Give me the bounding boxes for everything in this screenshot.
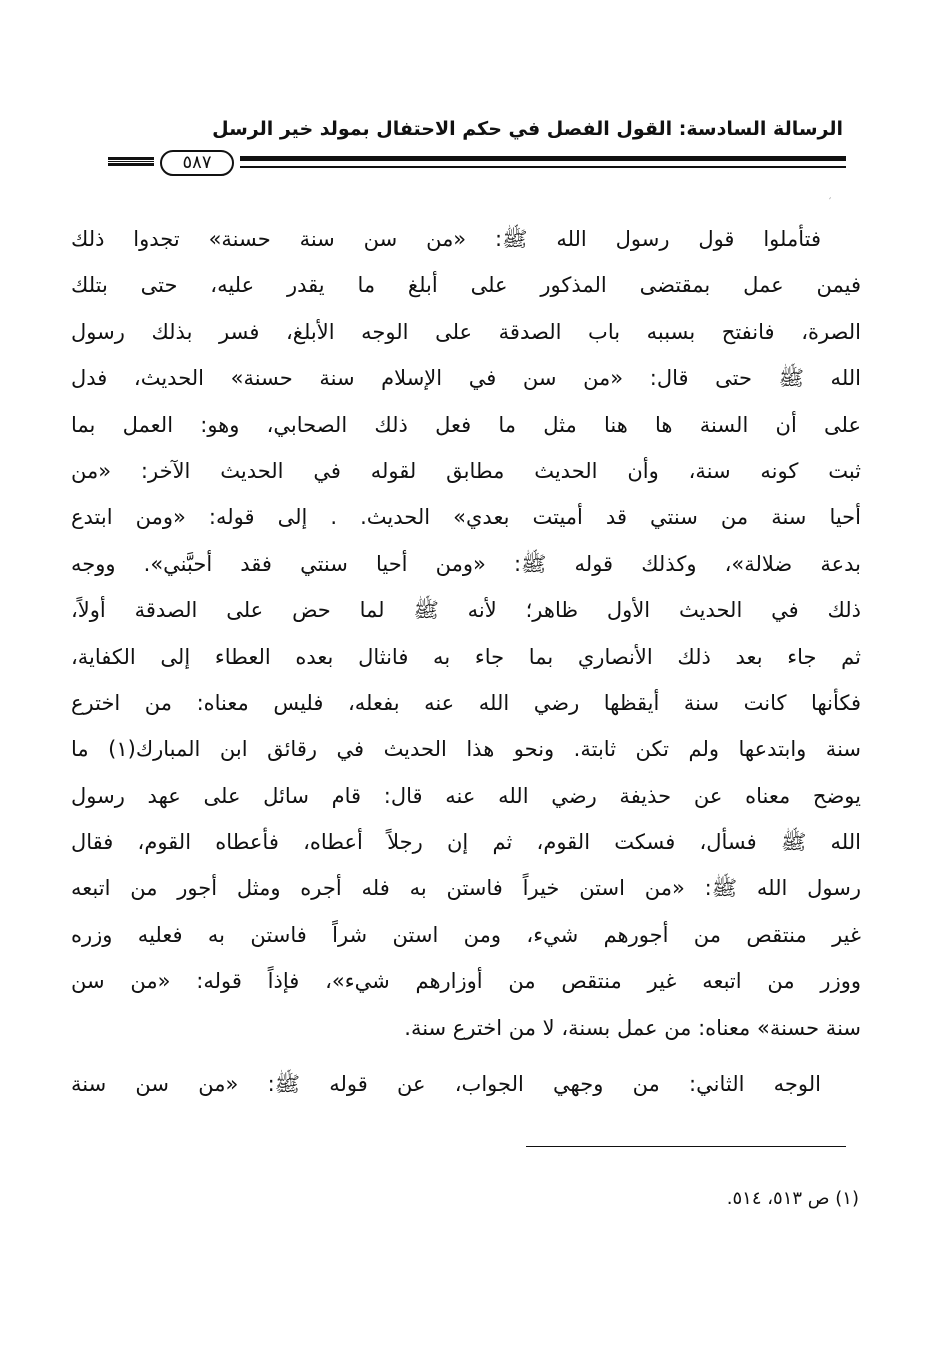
text-line: الصرة، فانفتح بسببه باب الصدقة على الوجه الأبلغ، فسر بذلك رسول: [71, 319, 861, 344]
text-line: بدعة ضلالة»، وكذلك قوله ﷺ: «ومن أحيا سنتي فقد أحبَّني». ووجه: [71, 551, 861, 576]
text-line: رسول الله ﷺ: «من استن خيراً فاستن به فله أجره ومثل أجور من اتبعه: [71, 876, 861, 901]
text-line: فتأملوا قول رسول الله ﷺ: «من سن سنة حسنة» تجدوا ذلك: [71, 227, 821, 251]
text-line: سنة وابتدعها ولم تكن ثابتة. ونحو هذا الحديث في رقائق ابن المبارك(١) ما: [71, 737, 861, 762]
text-line: الله ﷺ فسأل، فسكت القوم، ثم إن رجلاً أعطاه، فأعطاه القوم، فقال: [71, 830, 861, 855]
text-line: ثم جاء بعد ذلك الأنصاري بما جاء به فانثال بعده العطاء إلى الكفاية،: [71, 644, 861, 669]
text-line: فيمن عمل بمقتضى المذكور على أبلغ ما يقدر عليه، حتى بتلك: [71, 273, 861, 298]
text-line: ووزر من اتبعه غير منتقص من أوزارهم شيء»، فإذاً قوله: «من سن: [71, 969, 861, 994]
text-line: فكأنها كانت سنة أيقظها رضي الله عنه بفعله، فليس معناه: من اخترع: [71, 690, 861, 715]
short-double-rule: [108, 157, 154, 166]
running-title: الرسالة السادسة: القول الفصل في حكم الاحتفال بمولد خير الرسل: [212, 118, 843, 140]
footnote: (١) ص ٥١٣، ٥١٤.: [726, 1188, 859, 1209]
text-line: الله ﷺ حتى قال: «من سن في الإسلام سنة حسنة» الحديث، فدل: [71, 366, 861, 391]
main-text: [71, 216, 861, 1107]
text-line: غير منتقص من أجورهم شيء، ومن استن شراً فاستن به فعليه وزره: [71, 922, 861, 947]
header-rule: [108, 150, 846, 176]
text-line: سنة حسنة» معناه: من عمل بسنة، لا من اخترع سنة.: [404, 1015, 861, 1040]
text-line: يوضح معناه عن حذيفة رضي الله عنه قال: قام سائل على عهد رسول: [71, 783, 861, 808]
footnote-separator: [526, 1146, 846, 1147]
scan-mark-icon: ′: [829, 197, 832, 208]
next-paragraph-line: الوجه الثاني: من وجهي الجواب، عن قوله ﷺ: «من سن سنة: [71, 1072, 821, 1097]
page-number: ٥٨٧: [160, 150, 234, 176]
text-line: أحيا سنة من سنتي قد أميتت بعدي» الحديث. . إلى قوله: «ومن ابتدع: [71, 505, 861, 530]
text-line: ثبت كونه سنة، وأن الحديث مطابق لقوله في الحديث الآخر: «من: [71, 458, 861, 483]
long-double-rule: [240, 156, 846, 168]
text-line: ذلك في الحديث الأول ظاهر؛ لأنه ﷺ لما حض على الصدقة أولاً،: [71, 598, 861, 623]
text-line: على أن السنة ها هنا مثل ما فعل ذلك الصحابي، وهو: العمل بما: [71, 412, 861, 437]
